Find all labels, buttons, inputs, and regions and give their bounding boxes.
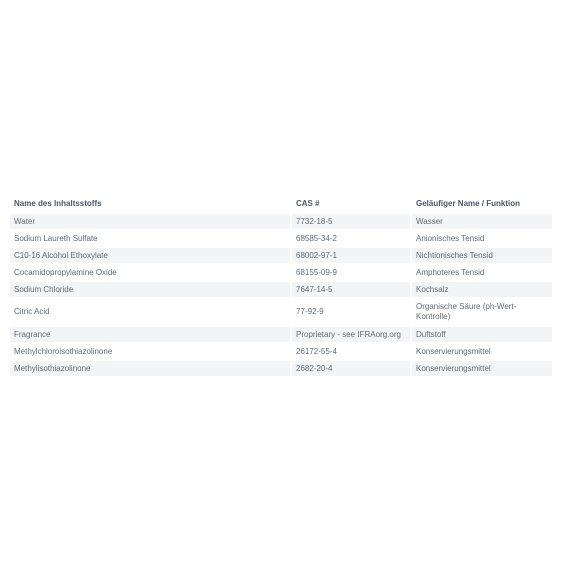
table-header-row (10, 194, 552, 212)
header-common-name-function: Geläufiger Name / Funktion (412, 194, 552, 212)
table-row (10, 327, 552, 342)
cell-cas-number: 77-92-9 (292, 299, 410, 325)
cell-cas-number: 68155-09-9 (292, 265, 410, 280)
header-cas-number: CAS # (292, 194, 410, 212)
cell-cas-number: 2682-20-4 (292, 361, 410, 376)
cell-cas-number: 26172-55-4 (292, 344, 410, 359)
cell-cas-number: 68585-34-2 (292, 231, 410, 246)
table-row (10, 214, 552, 229)
cell-ingredient-name: Water (10, 214, 290, 229)
table-body (10, 214, 552, 376)
cell-ingredient-name: Fragrance (10, 327, 290, 342)
table-row (10, 344, 552, 359)
cell-ingredient-name: Sodium Chloride (10, 282, 290, 297)
cell-common-name: Kochsalz (412, 282, 552, 297)
header-ingredient-name: Name des Inhaltsstoffs (10, 194, 290, 212)
cell-cas-number: Proprietary - see IFRAorg.org (292, 327, 410, 342)
cell-cas-number: 7647-14-5 (292, 282, 410, 297)
cell-common-name: Amphoteres Tensid (412, 265, 552, 280)
cell-common-name: Anionisches Tensid (412, 231, 552, 246)
cell-ingredient-name: Cocamidopropylamine Oxide (10, 265, 290, 280)
cell-common-name: Organische Säure (ph-Wert-Kontrolle) (412, 299, 552, 325)
cell-common-name: Duftstoff (412, 327, 552, 342)
table-row (10, 231, 552, 246)
table-row (10, 299, 552, 325)
cell-cas-number: 68002-97-1 (292, 248, 410, 263)
cell-ingredient-name: C10-16 Alcohol Ethoxylate (10, 248, 290, 263)
cell-ingredient-name: Sodium Laureth Sulfate (10, 231, 290, 246)
table-row (10, 248, 552, 263)
table-row (10, 361, 552, 376)
cell-common-name: Wasser (412, 214, 552, 229)
cell-common-name: Konservierungsmittel (412, 361, 552, 376)
table-header (10, 194, 552, 212)
cell-ingredient-name: Methylisothiazolinone (10, 361, 290, 376)
cell-ingredient-name: Citric Acid (10, 299, 290, 325)
cell-cas-number: 7732-18-5 (292, 214, 410, 229)
cell-common-name: Konservierungsmittel (412, 344, 552, 359)
cell-ingredient-name: Methylchloroisothiazolinone (10, 344, 290, 359)
ingredients-table (8, 192, 554, 378)
cell-common-name: Nichtionisches Tensid (412, 248, 552, 263)
table-row (10, 265, 552, 280)
table-row (10, 282, 552, 297)
